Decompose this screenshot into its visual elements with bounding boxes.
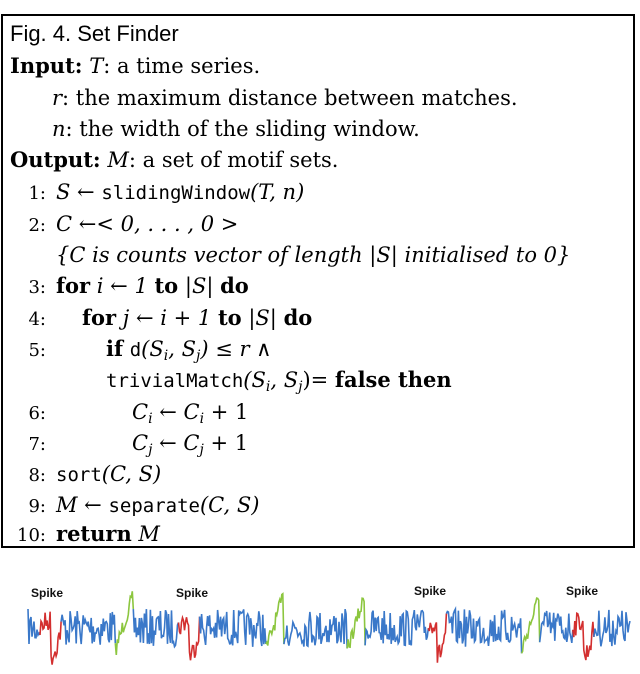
line-text: ← C xyxy=(152,400,200,424)
line-text: i ← 1 xyxy=(90,274,155,298)
series-base-segment xyxy=(284,609,347,648)
line-number: 2: xyxy=(28,215,46,236)
spike-motif-segment xyxy=(573,613,594,660)
line-text: )= xyxy=(302,368,335,392)
input-n-desc: : the width of the sliding window. xyxy=(65,117,420,141)
line-text: , S xyxy=(168,337,196,361)
function-name: sort xyxy=(56,464,102,486)
line-text: S ← xyxy=(56,180,95,204)
line-number: 10: xyxy=(17,525,46,546)
flat-motif-segment xyxy=(347,598,365,648)
output-m-desc: : a set of motif sets. xyxy=(128,148,339,172)
spike-motif-segment xyxy=(40,612,61,665)
subscript: i xyxy=(265,379,271,395)
line-text: (S xyxy=(141,337,164,361)
line-text: M xyxy=(138,522,160,546)
line-number: 3: xyxy=(28,277,46,298)
keyword: for xyxy=(82,305,117,330)
input-r-desc: : the maximum distance between matches. xyxy=(62,86,518,110)
subscript: j xyxy=(148,442,153,458)
line-number: 8: xyxy=(28,465,46,486)
flat-motif-segment xyxy=(115,591,133,655)
line-text: ) ≤ r ∧ xyxy=(200,337,272,361)
input-t-var: T xyxy=(89,54,104,78)
function-args: (T, n) xyxy=(250,180,305,204)
line-text: M ← xyxy=(56,493,102,517)
spike-label: Spike xyxy=(414,584,447,598)
series-base-segment xyxy=(365,610,428,645)
function-name: trivialMatch xyxy=(106,370,244,392)
algo-line-2-comment: {C is counts vector of length |S| initialised to 0} xyxy=(56,243,571,267)
keyword: do xyxy=(283,305,313,330)
input-t-desc: : a time series. xyxy=(103,54,261,78)
line-text: j ← i + 1 xyxy=(116,306,218,330)
line-text: + 1 xyxy=(203,431,249,455)
subscript: j xyxy=(195,348,201,364)
series-base-segment xyxy=(200,609,266,646)
series-base-segment xyxy=(446,609,521,653)
line-number: 1: xyxy=(28,183,46,204)
keyword: to xyxy=(217,305,242,330)
function-args: (C, S) xyxy=(101,462,162,486)
input-r-var: r xyxy=(52,86,63,110)
series-base-segment xyxy=(594,610,630,646)
keyword: to xyxy=(154,273,179,298)
line-text: C xyxy=(132,431,149,455)
spike-label: Spike xyxy=(31,586,64,600)
line-text: ← C xyxy=(152,431,200,455)
keyword: return xyxy=(56,521,132,546)
output-label: Output: xyxy=(10,147,101,172)
line-number: 6: xyxy=(28,403,46,424)
spike-label: Spike xyxy=(176,586,209,600)
line-text: C ←< 0, . . . , 0 > xyxy=(56,212,239,236)
line-text: (S xyxy=(243,368,266,392)
input-label: Input: xyxy=(10,53,83,78)
keyword: do xyxy=(220,273,249,298)
keyword: for xyxy=(56,273,91,298)
series-base-segment xyxy=(540,611,573,643)
subscript: i xyxy=(163,348,169,364)
series-base-segment xyxy=(28,609,40,644)
line-number: 7: xyxy=(28,434,46,455)
line-number: 9: xyxy=(28,496,46,517)
line-number: 4: xyxy=(28,309,46,330)
output-m-var: M xyxy=(107,148,129,172)
spike-motif-segment xyxy=(179,617,200,661)
line-number: 5: xyxy=(28,340,46,361)
spike-label: Spike xyxy=(566,584,599,598)
subscript: j xyxy=(298,379,303,395)
line-text: , S xyxy=(270,368,299,392)
flat-motif-segment xyxy=(266,594,284,646)
subscript: i xyxy=(148,411,153,427)
subscript: i xyxy=(199,411,205,427)
series-base-segment xyxy=(133,609,178,647)
function-name: separate xyxy=(108,495,200,517)
figure-caption: Fig. 4. Set Finder xyxy=(10,21,179,46)
input-n-var: n xyxy=(52,117,66,141)
spike-motif-segment xyxy=(428,614,446,663)
function-name: d xyxy=(129,339,142,361)
line-text: |S| xyxy=(178,274,221,298)
flat-motif-segment xyxy=(522,598,540,653)
line-text: C xyxy=(132,400,149,424)
subscript: j xyxy=(199,442,204,458)
keyword: if xyxy=(106,336,124,361)
function-name: slidingWindow xyxy=(101,182,251,204)
series-base-segment xyxy=(61,611,115,645)
line-text: |S| xyxy=(241,306,284,330)
function-args: (C, S) xyxy=(199,493,260,517)
line-text: + 1 xyxy=(204,400,249,424)
keyword: false then xyxy=(334,367,452,392)
